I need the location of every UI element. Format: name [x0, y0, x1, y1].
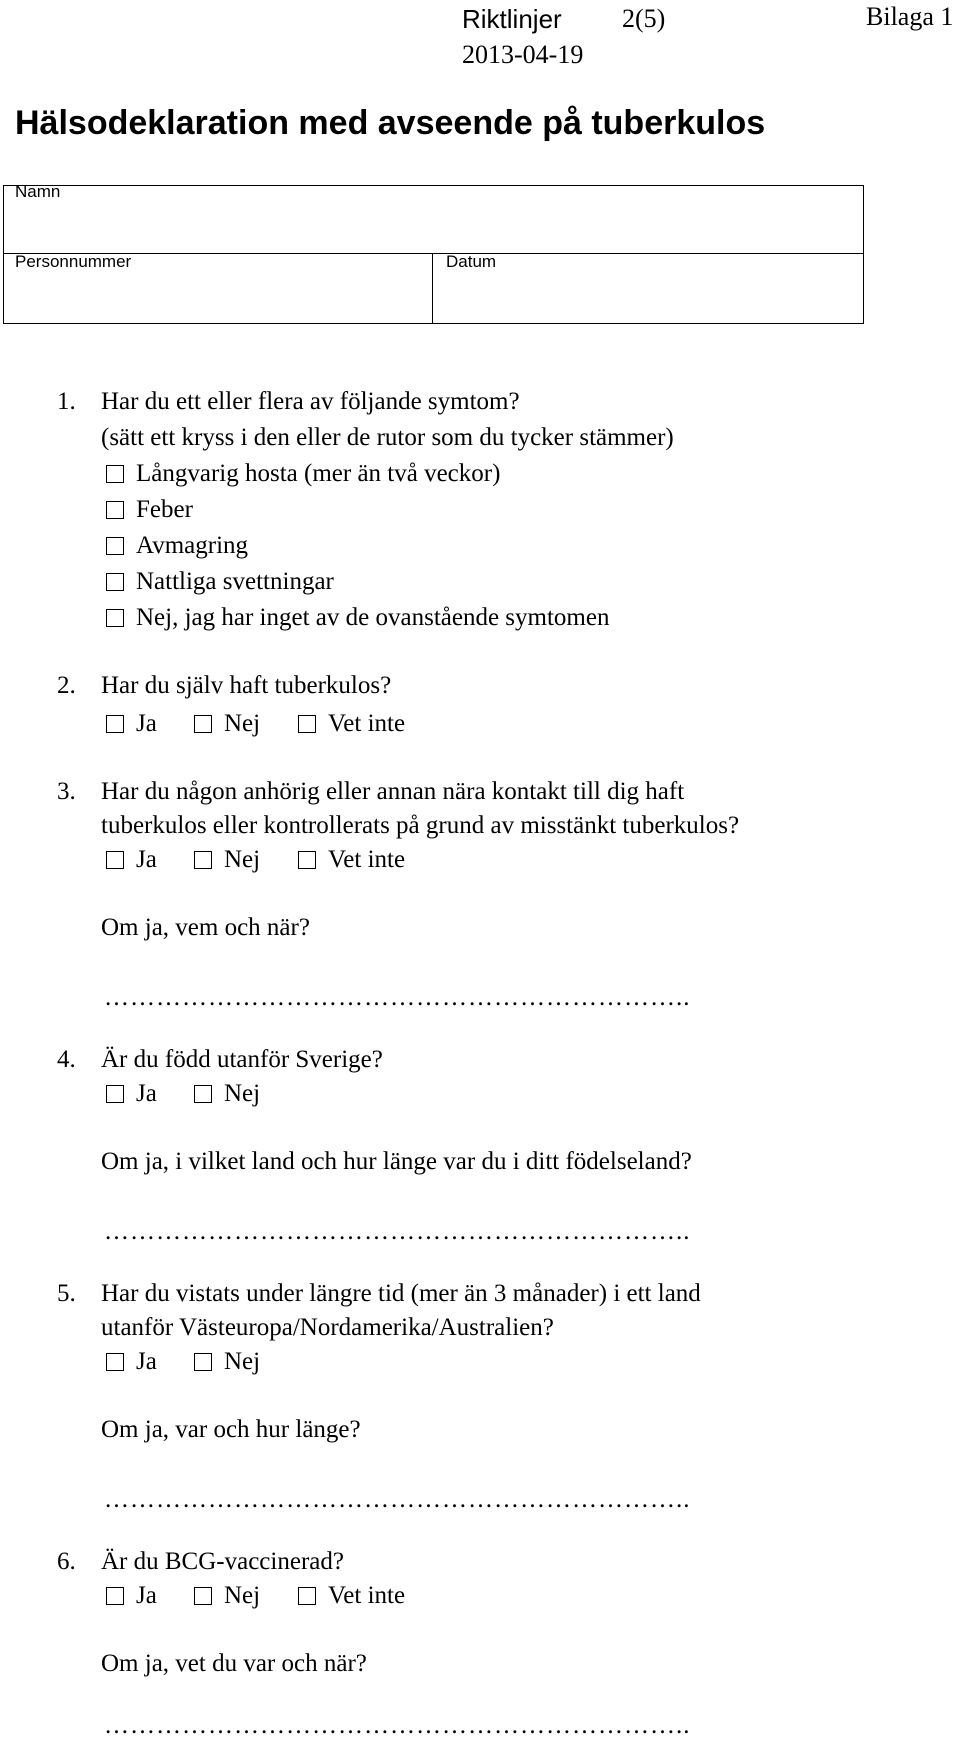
q2-option-nej[interactable]: Nej — [194, 710, 260, 740]
form-column-divider — [432, 253, 433, 324]
q1-option[interactable]: Långvarig hosta (mer än två veckor) — [106, 460, 500, 490]
q6-answer-line[interactable]: ………………………………………………………….. — [104, 1712, 691, 1739]
q3-answer-line[interactable]: ………………………………………………………….. — [104, 984, 691, 1011]
q2-number: 2. — [57, 672, 76, 699]
q5-option-nej[interactable]: Nej — [194, 1348, 260, 1378]
checkbox[interactable] — [106, 573, 124, 591]
checkbox[interactable] — [194, 1353, 212, 1371]
name-field[interactable] — [5, 206, 862, 252]
q4-text: Är du född utanför Sverige? — [101, 1046, 383, 1073]
personnummer-label: Personnummer — [15, 252, 132, 271]
q1-option[interactable]: Nattliga svettningar — [106, 568, 334, 598]
checkbox[interactable] — [194, 1587, 212, 1605]
q1-option[interactable]: Nej, jag har inget av de ovanstående symtomen — [106, 604, 609, 634]
personnummer-field[interactable] — [5, 276, 430, 322]
q1-text: Har du ett eller flera av följande symtom? — [101, 388, 520, 415]
checkbox[interactable] — [106, 537, 124, 555]
checkbox[interactable] — [298, 715, 316, 733]
checkbox[interactable] — [106, 851, 124, 869]
q3-text-line2: tuberkulos eller kontrollerats på grund av misstänkt tuberkulos? — [101, 812, 740, 839]
q6-option-nej[interactable]: Nej — [194, 1582, 260, 1612]
q4-option-ja[interactable]: Ja — [106, 1080, 157, 1110]
q5-number: 5. — [57, 1280, 76, 1307]
q5-answer-line[interactable]: ………………………………………………………….. — [104, 1486, 691, 1513]
page-number: 2(5) — [622, 4, 666, 33]
q4-number: 4. — [57, 1046, 76, 1073]
q3-followup: Om ja, vem och när? — [101, 914, 310, 941]
checkbox[interactable] — [194, 851, 212, 869]
page-title: Hälsodeklaration med avseende på tuberkulos — [15, 104, 766, 142]
q6-followup: Om ja, vet du var och när? — [101, 1650, 367, 1677]
q3-text-line1: Har du någon anhörig eller annan nära kontakt till dig haft — [101, 778, 685, 805]
q1-option[interactable]: Feber — [106, 496, 193, 526]
form-divider — [3, 253, 864, 254]
q6-option-vet-inte[interactable]: Vet inte — [298, 1582, 405, 1612]
q3-option-nej[interactable]: Nej — [194, 846, 260, 876]
doc-date: 2013-04-19 — [462, 40, 584, 69]
name-label: Namn — [15, 182, 61, 201]
checkbox[interactable] — [106, 609, 124, 627]
q2-option-ja[interactable]: Ja — [106, 710, 157, 740]
checkbox[interactable] — [298, 1587, 316, 1605]
q5-followup: Om ja, var och hur länge? — [101, 1416, 361, 1443]
q4-option-nej[interactable]: Nej — [194, 1080, 260, 1110]
checkbox[interactable] — [106, 1085, 124, 1103]
q4-followup: Om ja, i vilket land och hur länge var du i ditt födelseland? — [101, 1148, 692, 1175]
date-label: Datum — [446, 252, 497, 271]
checkbox[interactable] — [106, 1353, 124, 1371]
q3-option-vet-inte[interactable]: Vet inte — [298, 846, 405, 876]
q5-text-line2: utanför Västeuropa/Nordamerika/Australien? — [101, 1314, 554, 1341]
q3-option-ja[interactable]: Ja — [106, 846, 157, 876]
q1-hint: (sätt ett kryss i den eller de rutor som du tycker stämmer) — [101, 424, 674, 451]
q5-text-line1: Har du vistats under längre tid (mer än 3 månader) i ett land — [101, 1280, 701, 1307]
checkbox[interactable] — [194, 715, 212, 733]
q1-number: 1. — [57, 388, 76, 415]
q5-option-ja[interactable]: Ja — [106, 1348, 157, 1378]
q3-number: 3. — [57, 778, 76, 805]
q2-text: Har du själv haft tuberkulos? — [101, 672, 392, 699]
checkbox[interactable] — [106, 715, 124, 733]
checkbox[interactable] — [298, 851, 316, 869]
q1-option[interactable]: Avmagring — [106, 532, 248, 562]
q2-option-vet-inte[interactable]: Vet inte — [298, 710, 405, 740]
checkbox[interactable] — [106, 465, 124, 483]
checkbox[interactable] — [106, 501, 124, 519]
checkbox[interactable] — [106, 1587, 124, 1605]
appendix-label: Bilaga 1 — [866, 2, 954, 31]
date-field[interactable] — [436, 276, 862, 322]
q6-number: 6. — [57, 1548, 76, 1575]
checkbox[interactable] — [194, 1085, 212, 1103]
doc-type: Riktlinjer — [462, 4, 562, 34]
q4-answer-line[interactable]: ………………………………………………………….. — [104, 1218, 691, 1245]
q6-option-ja[interactable]: Ja — [106, 1582, 157, 1612]
q6-text: Är du BCG-vaccinerad? — [101, 1548, 344, 1575]
